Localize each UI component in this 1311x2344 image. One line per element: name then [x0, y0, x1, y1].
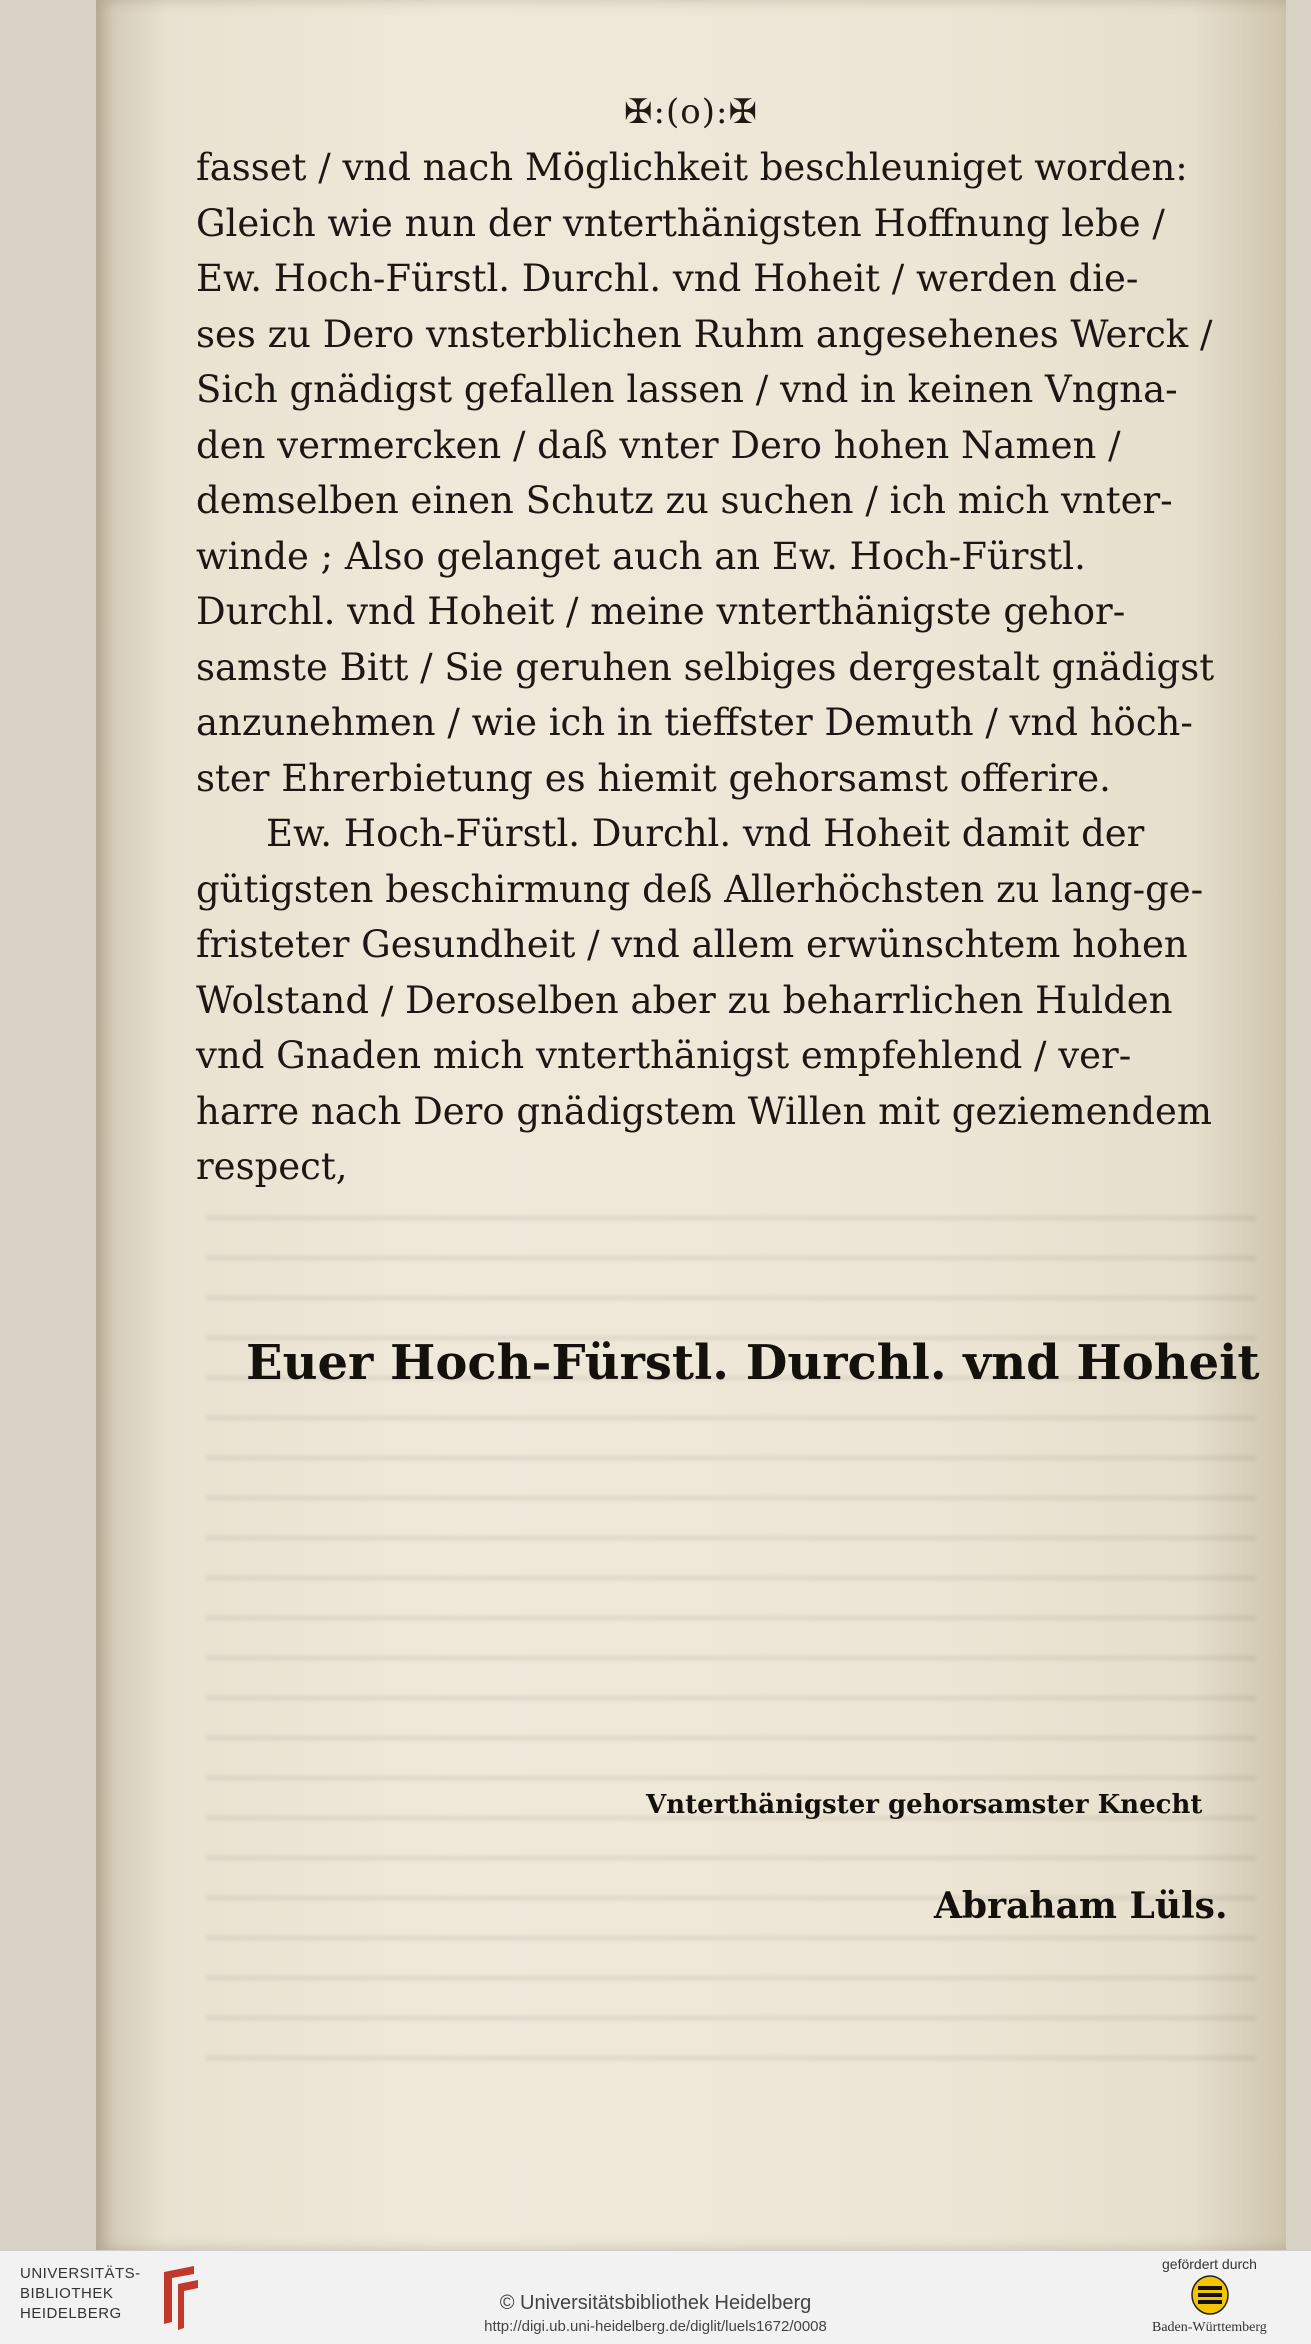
text-line: demselben einen Schutz zu suchen / ich mich vnter- [196, 479, 1173, 522]
closing-formula: Vnterthänigster gehorsamster Knecht [646, 1790, 1203, 1820]
scanned-page [96, 0, 1286, 2250]
library-name-line: HEIDELBERG [20, 2305, 122, 2322]
text-line: Gleich wie nun der vnterthänigsten Hoffnung lebe / [196, 201, 1165, 245]
text-line: harre nach Dero gnädigstem Willen mit geziemendem [196, 1089, 1212, 1133]
text-line: fasset / vnd nach Möglichkeit beschleuniget worden: [196, 146, 1188, 189]
sponsor-label: gefördert durch [1162, 2256, 1257, 2272]
text-line: den vermercken / daß vnter Dero hohen Namen / [196, 423, 1121, 467]
text-line: ster Ehrerbietung es hiemit gehorsamst offerire. [196, 756, 1111, 800]
salutation: Euer Hoch-Fürstl. Durchl. vnd Hoheit [246, 1335, 1260, 1391]
text-line: winde ; Also gelanget auch an Ew. Hoch-Fürstl. [196, 534, 1086, 578]
text-line: fristeter Gesundheit / vnd allem erwünschtem hohen [196, 923, 1188, 966]
text-line: Durchl. vnd Hoheit / meine vnterthänigste gehor- [196, 590, 1126, 633]
text-line: ses zu Dero vnsterblichen Ruhm angesehenes Werck / [196, 312, 1213, 356]
text-line: respect, [196, 1145, 348, 1188]
text-line: Ew. Hoch-Fürstl. Durchl. vnd Hoheit damit der [266, 812, 1145, 855]
sponsor-name: Baden-Württemberg [1152, 2320, 1267, 2335]
text-line: anzunehmen / wie ich in tieffster Demuth / vnd höch- [196, 701, 1193, 744]
text-line: Ew. Hoch-Fürstl. Durchl. vnd Hoheit / werden die- [196, 257, 1139, 300]
signature: Abraham Lüls. [934, 1885, 1228, 1927]
text-line: Wolstand / Deroselben aber zu beharrlichen Hulden [196, 978, 1173, 1022]
text-line: samste Bitt / Sie geruhen selbiges dergestalt gnädigst [196, 645, 1215, 689]
text-line: Sich gnädigst gefallen lassen / vnd in keinen Vngna- [196, 368, 1178, 411]
show-through-bleed [206, 1180, 1256, 2080]
copyright-notice: © Universitätsbibliothek Heidelberg [499, 2292, 812, 2314]
body-text [196, 140, 1286, 1195]
baden-wuerttemberg-crest-icon[interactable] [1190, 2274, 1230, 2316]
page-header-ornament: ✠:(o):✠ [624, 92, 758, 132]
library-name-line: UNIVERSITÄTS- [20, 2265, 141, 2282]
library-name-line: BIBLIOTHEK [20, 2285, 114, 2302]
permalink-url[interactable]: http://digi.ub.uni-heidelberg.de/diglit/luels1672/0008 [484, 2318, 827, 2335]
text-line: vnd Gnaden mich vnterthänigst empfehlend / ver- [196, 1034, 1132, 1077]
text-line: gütigsten beschirmung deß Allerhöchsten zu lang-ge- [196, 867, 1204, 911]
